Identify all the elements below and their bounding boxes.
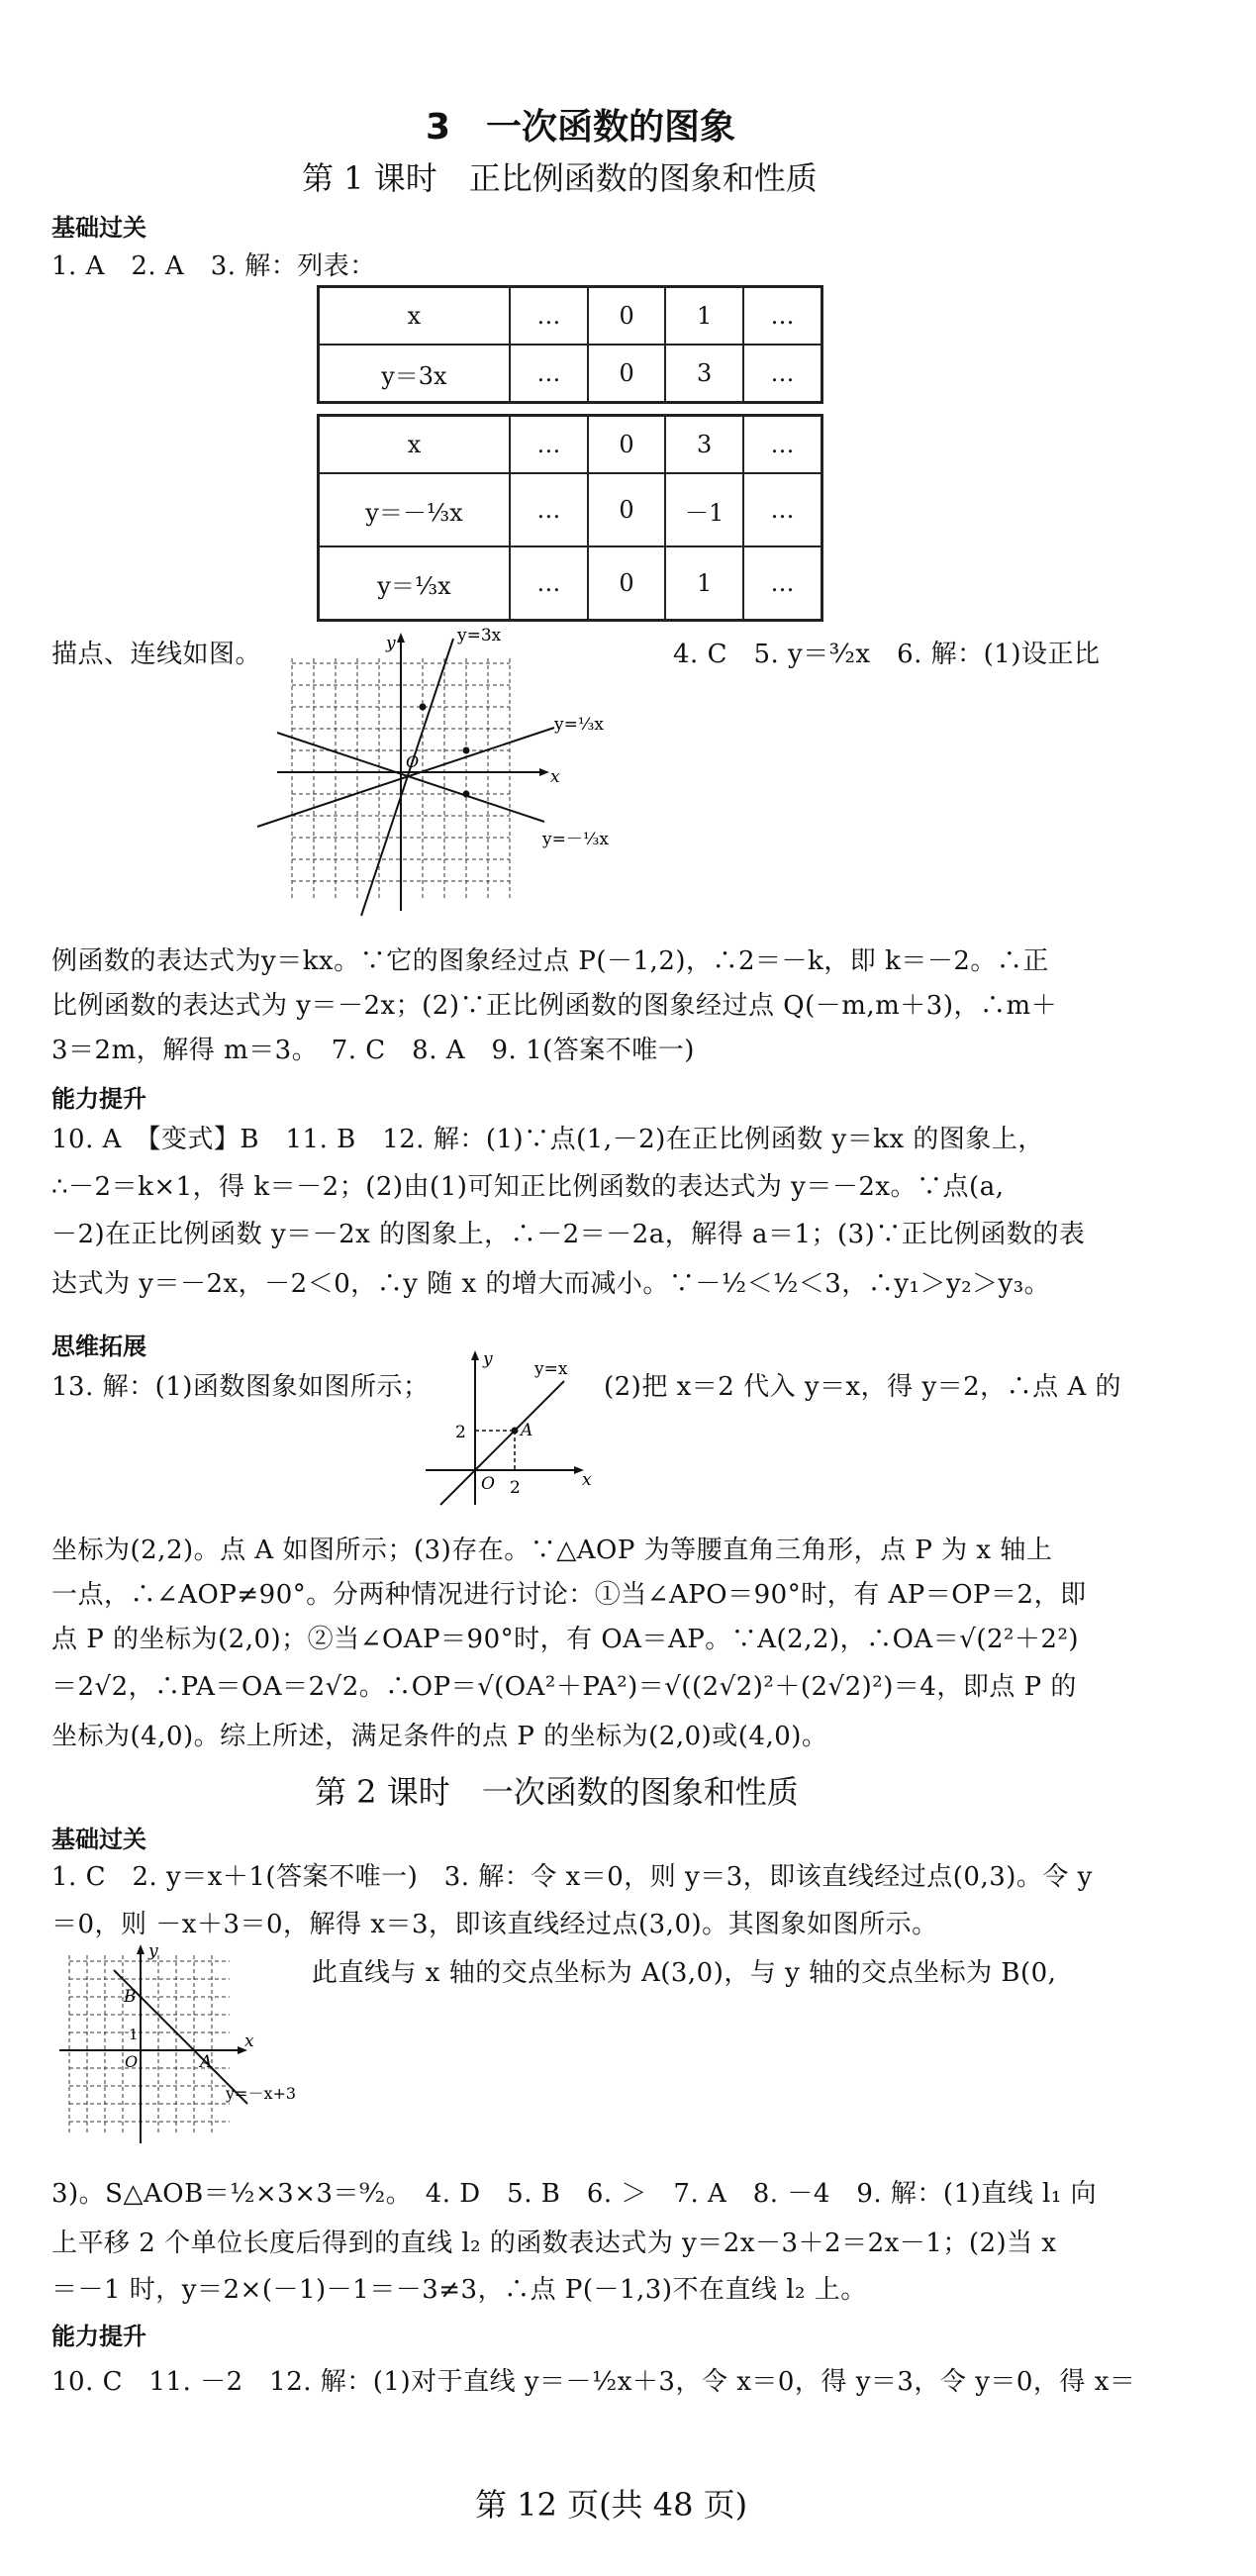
section-heading-thinking: 思维拓展 [51, 1333, 146, 1360]
line-y-x [440, 1381, 564, 1505]
table-cell: 0 [588, 287, 666, 346]
table-cell: 0 [588, 416, 665, 474]
text-line: 3＝2m，解得 m＝3。 7. C 8. A 9. 1(答案不唯一) [51, 1036, 695, 1065]
label-y-2: 2 [455, 1423, 466, 1442]
page-title: 3 一次函数的图象 [426, 107, 736, 148]
answer-line-q1-q3: 1. A 2. A 3. 解：列表： [51, 251, 376, 281]
table-cell: … [510, 287, 588, 346]
graph-y-neg-x-plus-3 [49, 1940, 327, 2148]
table-cell: 0 [588, 546, 665, 621]
label-point-a: A [200, 2052, 213, 2072]
text-line: ＝0，则 －x＋3＝0，解得 x＝3，即该直线经过点(3,0)。其图象如图所示。 [51, 1910, 938, 1939]
table-cell: y＝3x [319, 345, 510, 403]
y-axis-label: y [386, 634, 396, 653]
label-y-neg-third-x: y=－⅓x [542, 830, 609, 849]
line-y-neg-third-x [277, 733, 544, 822]
table-cell: … [510, 546, 588, 621]
text-line: ＝－1 时，y＝2×(－1)－1＝－3≠3，∴点 P(－1,3)不在直线 l₂ 上。 [51, 2275, 867, 2305]
table-row [319, 473, 822, 546]
text-line: 坐标为(2,2)。点 A 如图所示；(3)存在。∵△AOP 为等腰直角三角形，点 P 为 x 轴上 [51, 1536, 1053, 1565]
text-line: 此直线与 x 轴的交点坐标为 A(3,0)，与 y 轴的交点坐标为 B(0, [312, 1958, 1057, 1988]
answer-line-q4-q6: 4. C 5. y＝³⁄₂x 6. 解：(1)设正比 [673, 640, 1101, 669]
y-axis-label: y [483, 1349, 493, 1369]
label-point-a: A [521, 1421, 533, 1440]
y-axis-label: y [148, 1941, 158, 1961]
q13-start: 13. 解：(1)函数图象如图所示； [51, 1372, 430, 1402]
text-line: 达式为 y＝－2x，－2＜0，∴y 随 x 的增大而减小。∵－½＜½＜3，∴y₁＞y₂＞y₃。 [51, 1269, 1051, 1299]
table-row [319, 546, 822, 621]
table-cell: y＝⅓x [319, 546, 510, 621]
text-line: 例函数的表达式为y＝kx。∵它的图象经过点 P(－1,2)，∴2＝－k，即 k＝－2。∴正 [51, 946, 1049, 976]
label-y-3x: y=3x [457, 626, 502, 645]
text-line: 比例函数的表达式为 y＝－2x；(2)∵正比例函数的图象经过点 Q(－m,m＋3)，∴m＋ [51, 991, 1058, 1021]
table-row [319, 416, 822, 474]
text-line: 10. C 11. －2 12. 解：(1)对于直线 y＝－½x＋3，令 x＝0，得 y＝3，令 y＝0，得 x＝ [51, 2367, 1136, 2397]
table-cell: … [743, 473, 821, 546]
origin-label: O [406, 752, 420, 771]
text-line: 10. A 【变式】B 11. B 12. 解：(1)∵点(1,－2)在正比例函数 y＝kx 的图象上， [51, 1125, 1044, 1154]
origin-label: O [125, 2052, 139, 2071]
label-y-third-x: y=⅓x [554, 715, 604, 735]
table-row [319, 287, 822, 346]
text-line: 坐标为(4,0)。综上所述，满足条件的点 P 的坐标为(2,0)或(4,0)。 [51, 1722, 828, 1751]
section-heading-ability-2: 能力提升 [51, 2323, 146, 2350]
text-line: 1. C 2. y＝x＋1(答案不唯一) 3. 解：令 x＝0，则 y＝3，即该直线经过点(0,3)。令 y [51, 1862, 1093, 1892]
lesson-2-title: 第 2 课时 一次函数的图象和性质 [315, 1773, 799, 1811]
label-line: y=－x+3 [226, 2084, 297, 2103]
label-y-x: y=x [534, 1359, 568, 1379]
graph-proportional-functions [247, 619, 643, 926]
table-cell: … [743, 345, 822, 403]
label-point-b: B [124, 1987, 137, 2007]
text-line: 3)。S△AOB＝½×3×3＝⁹⁄₂。 4. D 5. B 6. ＞ 7. A 8. －4 9. 解：(1)直线 l₁ 向 [51, 2179, 1098, 2209]
table-cell: … [510, 345, 588, 403]
page-footer: 第 12 页(共 48 页) [475, 2486, 748, 2524]
text-line: ＝2√2，∴PA＝OA＝2√2。∴OP＝√(OA²＋PA²)＝√((2√2)²＋(2√2)²)＝4，即点 P 的 [51, 1672, 1077, 1702]
table-cell: －1 [665, 473, 743, 546]
graph1-caption: 描点、连线如图。 [51, 640, 262, 669]
text-line: 一点，∴∠AOP≠90°。分两种情况进行讨论：①当∠APO＝90°时，有 AP＝OP＝2，即 [51, 1580, 1087, 1610]
point-a [512, 1428, 519, 1435]
label-one: 1 [129, 2026, 139, 2043]
text-line: 上平移 2 个单位长度后得到的直线 l₂ 的函数表达式为 y＝2x－3＋2＝2x－1；(2)当 x [51, 2229, 1057, 2258]
table-cell: 1 [665, 287, 743, 346]
table-row [319, 345, 822, 403]
text-line: －2)在正比例函数 y＝－2x 的图象上，∴－2＝－2a，解得 a＝1；(3)∵正比例函数的表 [51, 1220, 1086, 1249]
table-cell: x [319, 416, 510, 474]
text-line: 点 P 的坐标为(2,0)；②当∠OAP＝90°时，有 OA＝AP。∵A(2,2)，∴OA＝√(2²＋2²) [51, 1625, 1080, 1654]
value-table-1 [317, 285, 823, 404]
x-axis-label: x [244, 2031, 254, 2051]
table-cell: … [743, 546, 821, 621]
table-cell: 0 [588, 473, 665, 546]
text-line: ∴－2＝k×1，得 k＝－2；(2)由(1)可知正比例函数的表达式为 y＝－2x。∵点(a, [51, 1172, 1005, 1202]
label-x-2: 2 [510, 1478, 521, 1498]
graph-y-equals-x [416, 1346, 604, 1515]
table-cell: x [319, 287, 510, 346]
table-cell: y＝－⅓x [319, 473, 510, 546]
table-cell: … [510, 416, 588, 474]
q13-right: (2)把 x＝2 代入 y＝x，得 y＝2，∴点 A 的 [604, 1372, 1121, 1402]
table-cell: 1 [665, 546, 743, 621]
table-cell: … [510, 473, 588, 546]
x-axis-label: x [550, 767, 560, 787]
section-heading-basic: 基础过关 [51, 214, 146, 242]
origin-label: O [481, 1474, 495, 1494]
lesson-1-title: 第 1 课时 正比例函数的图象和性质 [302, 159, 818, 197]
value-table-2 [317, 414, 823, 622]
table-cell: 3 [665, 345, 743, 403]
table-cell: … [743, 416, 821, 474]
section-heading-basic-2: 基础过关 [51, 1826, 146, 1853]
table-cell: 0 [588, 345, 666, 403]
x-axis-label: x [582, 1470, 592, 1490]
table-cell: … [743, 287, 822, 346]
table-cell: 3 [665, 416, 743, 474]
section-heading-ability: 能力提升 [51, 1085, 146, 1113]
